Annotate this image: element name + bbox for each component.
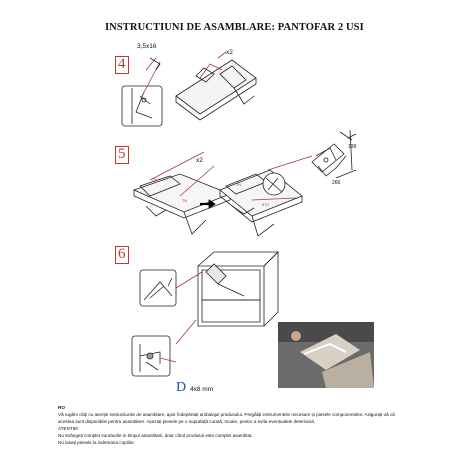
step-6-zoom-top <box>140 270 176 306</box>
svg-text:670: 670 <box>262 202 269 207</box>
step-4-zoom-hinge <box>122 58 162 126</box>
svg-text:7N: 7N <box>182 198 188 203</box>
step-5-number: 5 <box>118 146 126 162</box>
step-6-cabinet <box>198 252 278 326</box>
part-d-letter: D <box>176 380 187 395</box>
footer-line-2: Nu strângeți complet suruburile in timpul asamblarii, doar când produsul este complet asamblat. <box>58 433 253 438</box>
step-4-quantity: x2 <box>226 49 233 56</box>
step-5-quantity: x2 <box>196 157 203 164</box>
step-5-hinge-detail <box>312 130 356 178</box>
footer-language: RO <box>58 405 65 410</box>
svg-text:7N: 7N <box>236 182 242 187</box>
footer-line-3: Nu lasați piesele la indemana copiilor. <box>58 440 135 445</box>
step-5-right-panel <box>220 156 312 236</box>
footer-notes <box>58 404 398 446</box>
step-5-left-panel <box>134 152 230 234</box>
svg-text:7N: 7N <box>152 177 158 182</box>
step-6-photo <box>278 322 374 388</box>
step-4-panel <box>176 52 256 120</box>
dimension-width-label: 266 <box>332 180 341 186</box>
screw-size-label: 3,5x16 <box>137 43 157 50</box>
step-4-number: 4 <box>118 56 126 72</box>
step-6-zoom-bottom <box>132 336 170 376</box>
dimension-height-label: 199 <box>348 144 357 150</box>
footer-attention: ATENTIE! <box>58 426 79 431</box>
part-d-size: 4x8 mm <box>190 386 214 393</box>
step-6-number: 6 <box>118 246 126 262</box>
footer-line-1: Vă rugăm citiți cu atenție instructiunile de asamblare, apoi îndepărtați ambalajul produsului. Pregătiți instrumentele necesare și piesele componentelor. Asigurați-vă că acestea sunt disponibile pentru asamblare. Așezați piesele pe o suprafață curată, moale, pentru a evita eventualele deteriorari. <box>58 412 395 424</box>
page-title: INSTRUCTIUNI DE ASAMBLARE: PANTOFAR 2 USI <box>105 22 364 33</box>
